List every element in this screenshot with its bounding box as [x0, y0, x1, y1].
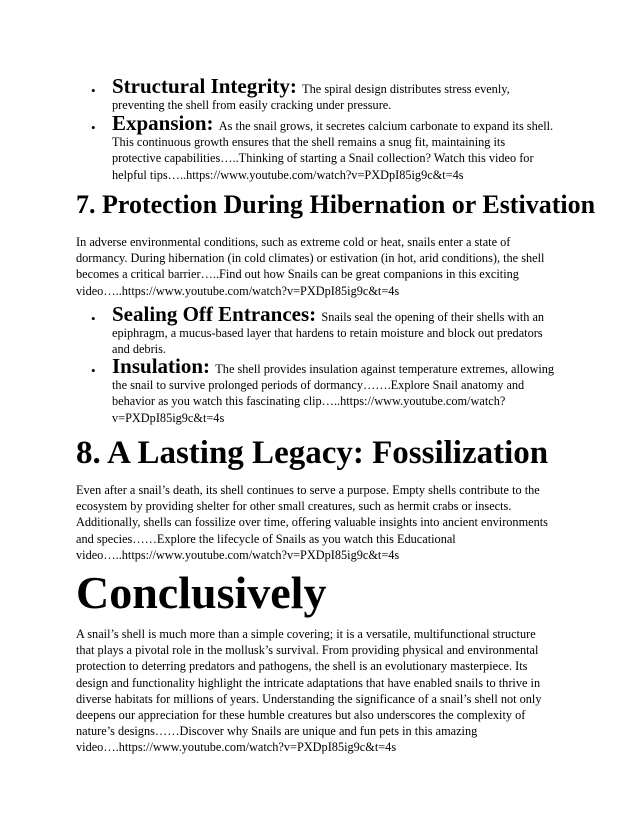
bullet: • [91, 363, 96, 378]
list-item-sealing-off-entrances [91, 302, 557, 358]
list-item-insulation [91, 354, 557, 426]
list-item-structural-integrity [91, 74, 557, 113]
conclusion-heading: Conclusively [76, 567, 327, 618]
section-heading-fossilization: 8. A Lasting Legacy: Fossilization [76, 435, 549, 471]
list-text: Snails seal the opening of their shells with an epiphragm, a mucus-based layer that hardens to retain moisture and block out predators and debris. [112, 310, 545, 357]
list-text: The spiral design distributes stress evenly, preventing the shell from easily cracking under pressure. [112, 82, 510, 113]
list-term: Sealing Off Entrances: [112, 302, 322, 326]
list-term: Expansion: [112, 111, 219, 135]
list-text: The shell provides insulation against temperature extremes, allowing the snail to survive prolonged periods of dormancy…….Explore Snail anatomy and behavior as you watch this fascinating clip…..https://www.youtube.com/watch?v=PXDpI85ig9c&t=4s [112, 362, 555, 425]
bullet: • [91, 83, 96, 98]
list-text: As the snail grows, it secretes calcium carbonate to expand its shell. This continuous growth ensures that the shell remains a snug fit, maintaining its protective capabilities…..Thinking of starting a Snail collection? Watch this video for helpful tips…..https://www.youtube.com/watch?v=PXDpI85ig9c&t=4s [112, 119, 554, 182]
section-paragraph: Even after a snail’s death, its shell continues to serve a purpose. Empty shells contribute to the ecosystem by providing shelter for other small creatures, such as hermit crabs or insects. Additionally, shells can fossilize over time, offering valuable insights into ancient environments and species……Explore the lifecycle of Snails as you watch this Educational video…..https://www.youtube.com/watch?v=PXDpI85ig9c&t=4s [76, 483, 548, 562]
section-paragraph: In adverse environmental conditions, such as extreme cold or heat, snails enter a state of dormancy. During hibernation (in cold climates) or estivation (in hot, arid conditions), the shell becomes a critical barrier…..Find out how Snails can be great companions in this exciting video…..https://www.youtube.com/watch?v=PXDpI85ig9c&t=4s [76, 235, 545, 298]
list-term: Insulation: [112, 354, 216, 378]
bullet: • [91, 311, 96, 326]
section-heading-protection-hibernation: 7. Protection During Hibernation or Estivation [76, 190, 596, 219]
conclusion-paragraph: A snail’s shell is much more than a simple covering; it is a versatile, multifunctional structure that plays a pivotal role in the mollusk’s survival. From providing physical and environmental protection to deterring predators and pathogens, the shell is an evolutionary masterpiece. Its design and functionality highlight the intricate adaptations that have enabled snails to thrive in diverse habitats for millions of years. Understanding the significance of a snail’s shell not only deepens our appreciation for these humble creatures but also underscores the complexity of nature’s designs……Discover why Snails are unique and fun pets in this amazing video….https://www.youtube.com/watch?v=PXDpI85ig9c&t=4s [76, 627, 542, 755]
list-term: Structural Integrity: [112, 74, 303, 98]
list-item-expansion [91, 111, 557, 183]
bullet: • [91, 120, 96, 135]
